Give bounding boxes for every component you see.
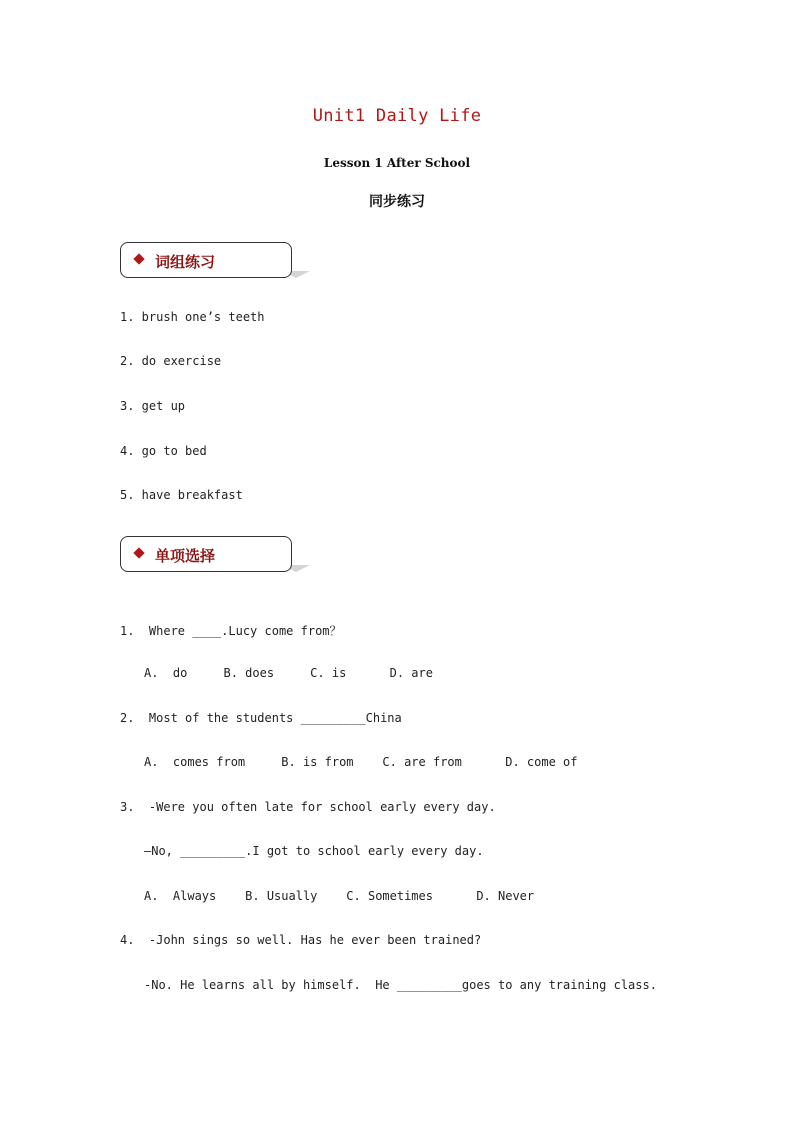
diamond-bullet-icon — [133, 547, 144, 558]
exercise-heading: 同步练习 — [369, 194, 425, 210]
section-header-phrases — [120, 242, 292, 278]
section-header-choice — [120, 536, 292, 572]
question-2-options: A. comes from B. is from C. are from D. come of — [144, 755, 578, 769]
diamond-bullet-icon — [133, 253, 144, 264]
question-3-options: A. Always B. Usually C. Sometimes D. Never — [144, 889, 535, 903]
question-4-reply: -No. He learns all by himself. He _________goes to any training class. — [144, 978, 657, 992]
lesson-subtitle: Lesson 1 After School — [323, 156, 471, 170]
section-label: 词组练习 — [155, 253, 216, 271]
question-1-options: A. do B. does C. is D. are — [144, 666, 433, 680]
phrase-item: 1. brush one’s teeth — [120, 310, 265, 324]
section-label: 单项选择 — [155, 547, 216, 565]
question-2: 2. Most of the students _________China — [120, 711, 402, 725]
document-title: Unit1 Daily Life — [312, 106, 482, 126]
question-4: 4. -John sings so well. Has he ever been trained? — [120, 933, 482, 947]
phrase-item: 2. do exercise — [120, 354, 222, 368]
phrase-item: 3. get up — [120, 399, 186, 413]
question-3-reply: –No, _________.I got to school early every day. — [144, 844, 484, 858]
question-1: 1. Where ____.Lucy come from？ — [120, 624, 342, 638]
phrase-item: 5. have breakfast — [120, 488, 243, 502]
phrase-item: 4. go to bed — [120, 444, 207, 458]
question-3: 3. -Were you often late for school early every day. — [120, 800, 496, 814]
